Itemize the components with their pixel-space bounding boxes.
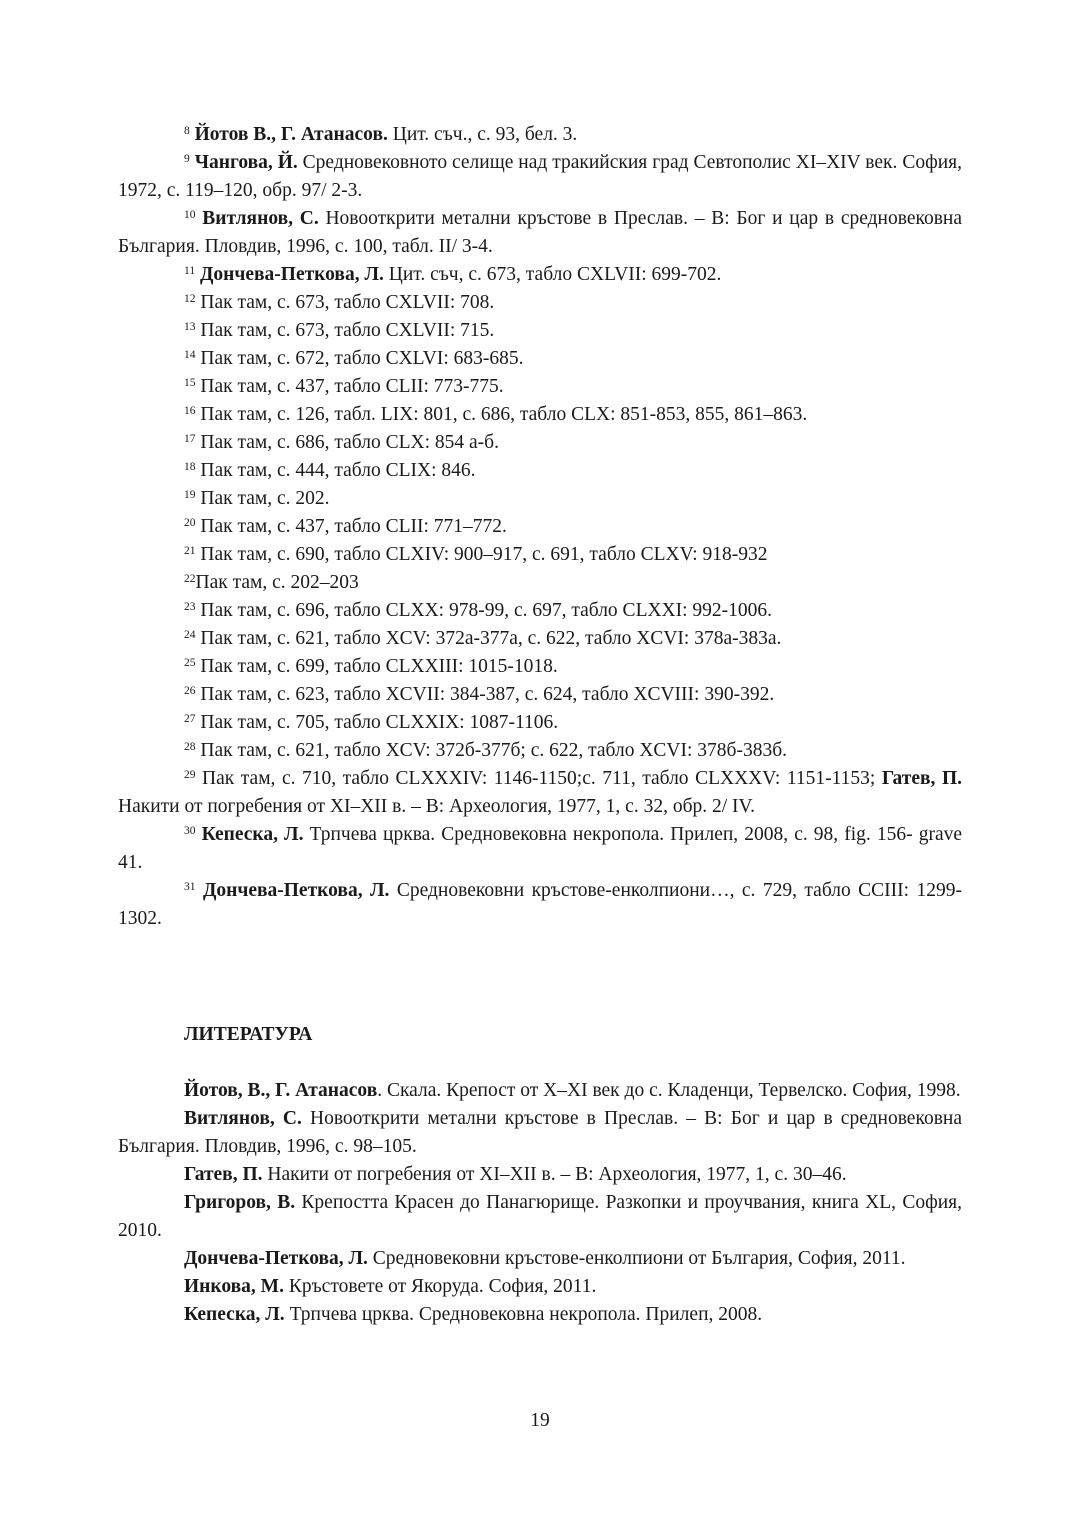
- literature-entry: [118, 1105, 962, 1161]
- footnote-author: Дончева-Петкова, Л.: [199, 264, 384, 285]
- footnote: [118, 149, 962, 205]
- reference-text: . Скала. Крепост от X–XI век до с. Кладенци, Тервелско. София, 1998.: [377, 1080, 961, 1101]
- reference-text: Новооткрити метални кръстове в Преслав. – В: Бог и цар в средновековна България. Пловдив, 1996, с. 98–105.: [118, 1108, 962, 1157]
- footnote-text: Трпчева црква. Средновековна некропола. Прилеп, 2008, с. 98, fig. 156- grave 41.: [118, 824, 962, 873]
- literature-entry: [118, 1301, 962, 1329]
- reference-author: Григоров, В.: [184, 1192, 296, 1213]
- footnote-number: 9: [184, 153, 190, 165]
- footnote-author: Дончева-Петкова, Л.: [202, 880, 390, 901]
- footnote-text: Пак там, с. 437, табло CLII: 773-775.: [195, 376, 504, 397]
- footnote-number: 14: [184, 349, 196, 361]
- literature-list: [118, 1077, 962, 1329]
- footnote-number: 12: [184, 293, 196, 305]
- footnote-number: 16: [184, 405, 196, 417]
- footnote: [118, 597, 962, 625]
- footnote-text: Пак там, с. 202.: [195, 488, 330, 509]
- footnote-text: Пак там, с. 710, табло CLXXXIV: 1146-1150;с. 711, табло CLXXXV: 1151-1153;: [195, 768, 882, 789]
- footnote: [118, 205, 962, 261]
- footnote-text: Средновековни кръстове-енколпиони…, с. 729, табло CCIII: 1299-1302.: [118, 880, 962, 929]
- reference-author: Витлянов, С.: [184, 1108, 302, 1129]
- footnote-text: Пак там, с. 444, табло CLIX: 846.: [195, 460, 476, 481]
- reference-text: Накити от погребения от XI–XII в. – В: Археология, 1977, 1, с. 30–46.: [262, 1164, 847, 1185]
- footnote-text: Пак там, с. 202–203: [195, 572, 359, 593]
- footnote: [118, 709, 962, 737]
- footnote-author: Чангова, Й.: [194, 152, 298, 173]
- footnote: [118, 877, 962, 933]
- literature-entry: [118, 1077, 962, 1105]
- footnote-number: 31: [184, 881, 196, 893]
- footnote-text: Пак там, с. 696, табло CLXX: 978-99, с. 697, табло CLXXI: 992-1006.: [195, 600, 773, 621]
- literature-entry: [118, 1189, 962, 1245]
- reference-author: Инкова, М.: [184, 1276, 284, 1297]
- reference-author: Гатев, П.: [184, 1164, 263, 1185]
- footnote-author: Гатев, П.: [881, 768, 962, 789]
- footnote: [118, 569, 962, 597]
- literature-entry: [118, 1161, 962, 1189]
- footnote: [118, 373, 962, 401]
- reference-text: Трпчева црква. Средновековна некропола. Прилеп, 2008.: [284, 1304, 763, 1325]
- footnote: [118, 821, 962, 877]
- footnote: [118, 737, 962, 765]
- footnote: [118, 429, 962, 457]
- footnote-number: 22: [184, 573, 196, 585]
- footnote-author: Кепеска, Л.: [201, 824, 304, 845]
- footnote-text: Новооткрити метални кръстове в Преслав. – В: Бог и цар в средновековна България. Пловдив, 1996, с. 100, табл. II/ 3-4.: [118, 208, 963, 257]
- literature-heading: ЛИТЕРАТУРА: [184, 1024, 313, 1045]
- literature-entry: [118, 1245, 962, 1273]
- footnote: [118, 289, 962, 317]
- footnote-number: 24: [184, 629, 196, 641]
- footnote: [118, 653, 962, 681]
- footnote-number: 27: [184, 713, 196, 725]
- footnote-text: Пак там, с. 673, табло CXLVII: 708.: [195, 292, 495, 313]
- footnote: [118, 401, 962, 429]
- footnote: [118, 625, 962, 653]
- footnote-text: Пак там, с. 126, табл. LIX: 801, с. 686, табло CLX: 851-853, 855, 861–863.: [195, 404, 808, 425]
- footnote-number: 15: [184, 377, 196, 389]
- footnote-author: Витлянов, С.: [202, 208, 319, 229]
- footnote-number: 23: [184, 601, 196, 613]
- reference-author: Дончева-Петкова, Л.: [184, 1248, 368, 1269]
- footnote: [118, 121, 962, 149]
- literature-entry: [118, 1273, 962, 1301]
- reference-author: Кепеска, Л.: [184, 1304, 285, 1325]
- footnote-text: Пак там, с. 437, табло CLII: 771–772.: [195, 516, 507, 537]
- footnote-text: Пак там, с. 705, табло CLXXIX: 1087-1106.: [195, 712, 559, 733]
- footnote-text: Пак там, с. 690, табло CLXIV: 900–917, с. 691, табло CLXV: 918-932: [195, 544, 768, 565]
- footnote-number: 30: [184, 825, 196, 837]
- footnote-number: 25: [184, 657, 196, 669]
- footnote-number: 13: [184, 321, 196, 333]
- footnote-text: Пак там, с. 621, табло XCV: 372а-377а, с. 622, табло XCVI: 378а-383а.: [195, 628, 782, 649]
- footnote-text: Пак там, с. 621, табло XCV: 372б-377б; с. 622, табло XCVI: 378б-383б.: [195, 740, 788, 761]
- footnote: [118, 345, 962, 373]
- footnote-text: Цит. съч, с. 673, табло CXLVII: 699-702.: [383, 264, 722, 285]
- reference-author: Йотов, В., Г. Атанасов: [184, 1080, 378, 1101]
- footnote-author: Йотов В., Г. Атанасов.: [194, 124, 388, 145]
- footnote: [118, 261, 962, 289]
- footnote-text: Цит. съч., с. 93, бел. 3.: [387, 124, 578, 145]
- reference-text: Крепостта Красен до Панагюрище. Разкопки и проучвания, книга XL, София, 2010.: [118, 1192, 962, 1241]
- reference-text: Кръстовете от Якоруда. София, 2011.: [283, 1276, 597, 1297]
- footnote: [118, 457, 962, 485]
- footnote-number: 11: [184, 265, 196, 277]
- footnote-number: 8: [184, 125, 190, 137]
- footnote-number: 29: [184, 769, 196, 781]
- page-number: 19: [530, 1410, 550, 1431]
- footnote-text: Пак там, с. 672, табло CXLVI: 683-685.: [195, 348, 524, 369]
- footnote-text: Средновековното селище над тракийския град Севтополис XI–XIV век. София, 1972, с. 119–120, обр. 97/ 2-3.: [118, 152, 963, 201]
- footnote-number: 26: [184, 685, 196, 697]
- footnotes-section: [118, 121, 962, 933]
- footnote-text: Пак там, с. 673, табло CXLVII: 715.: [195, 320, 495, 341]
- footnote: [118, 765, 962, 821]
- footnote-number: 28: [184, 741, 196, 753]
- footnote: [118, 485, 962, 513]
- footnote: [118, 513, 962, 541]
- footnote-text: Пак там, с. 699, табло CLXXIII: 1015-1018.: [195, 656, 558, 677]
- reference-text: Средновековни кръстове-енколпиони от България, София, 2011.: [367, 1248, 906, 1269]
- footnote: [118, 541, 962, 569]
- footnote: [118, 317, 962, 345]
- footnote-number: 19: [184, 489, 196, 501]
- footnote-number: 20: [184, 517, 196, 529]
- footnote: [118, 681, 962, 709]
- footnote-text: Пак там, с. 623, табло XCVII: 384-387, с. 624, табло XCVIII: 390-392.: [195, 684, 775, 705]
- footnote-text: Накити от погребения от XI–XII в. – В: Археология, 1977, 1, с. 32, обр. 2/ IV.: [118, 796, 755, 817]
- footnote-number: 21: [184, 545, 196, 557]
- footnote-number: 10: [184, 209, 196, 221]
- footnote-text: Пак там, с. 686, табло CLX: 854 а-б.: [195, 432, 499, 453]
- footnote-number: 18: [184, 461, 196, 473]
- footnote-number: 17: [184, 433, 196, 445]
